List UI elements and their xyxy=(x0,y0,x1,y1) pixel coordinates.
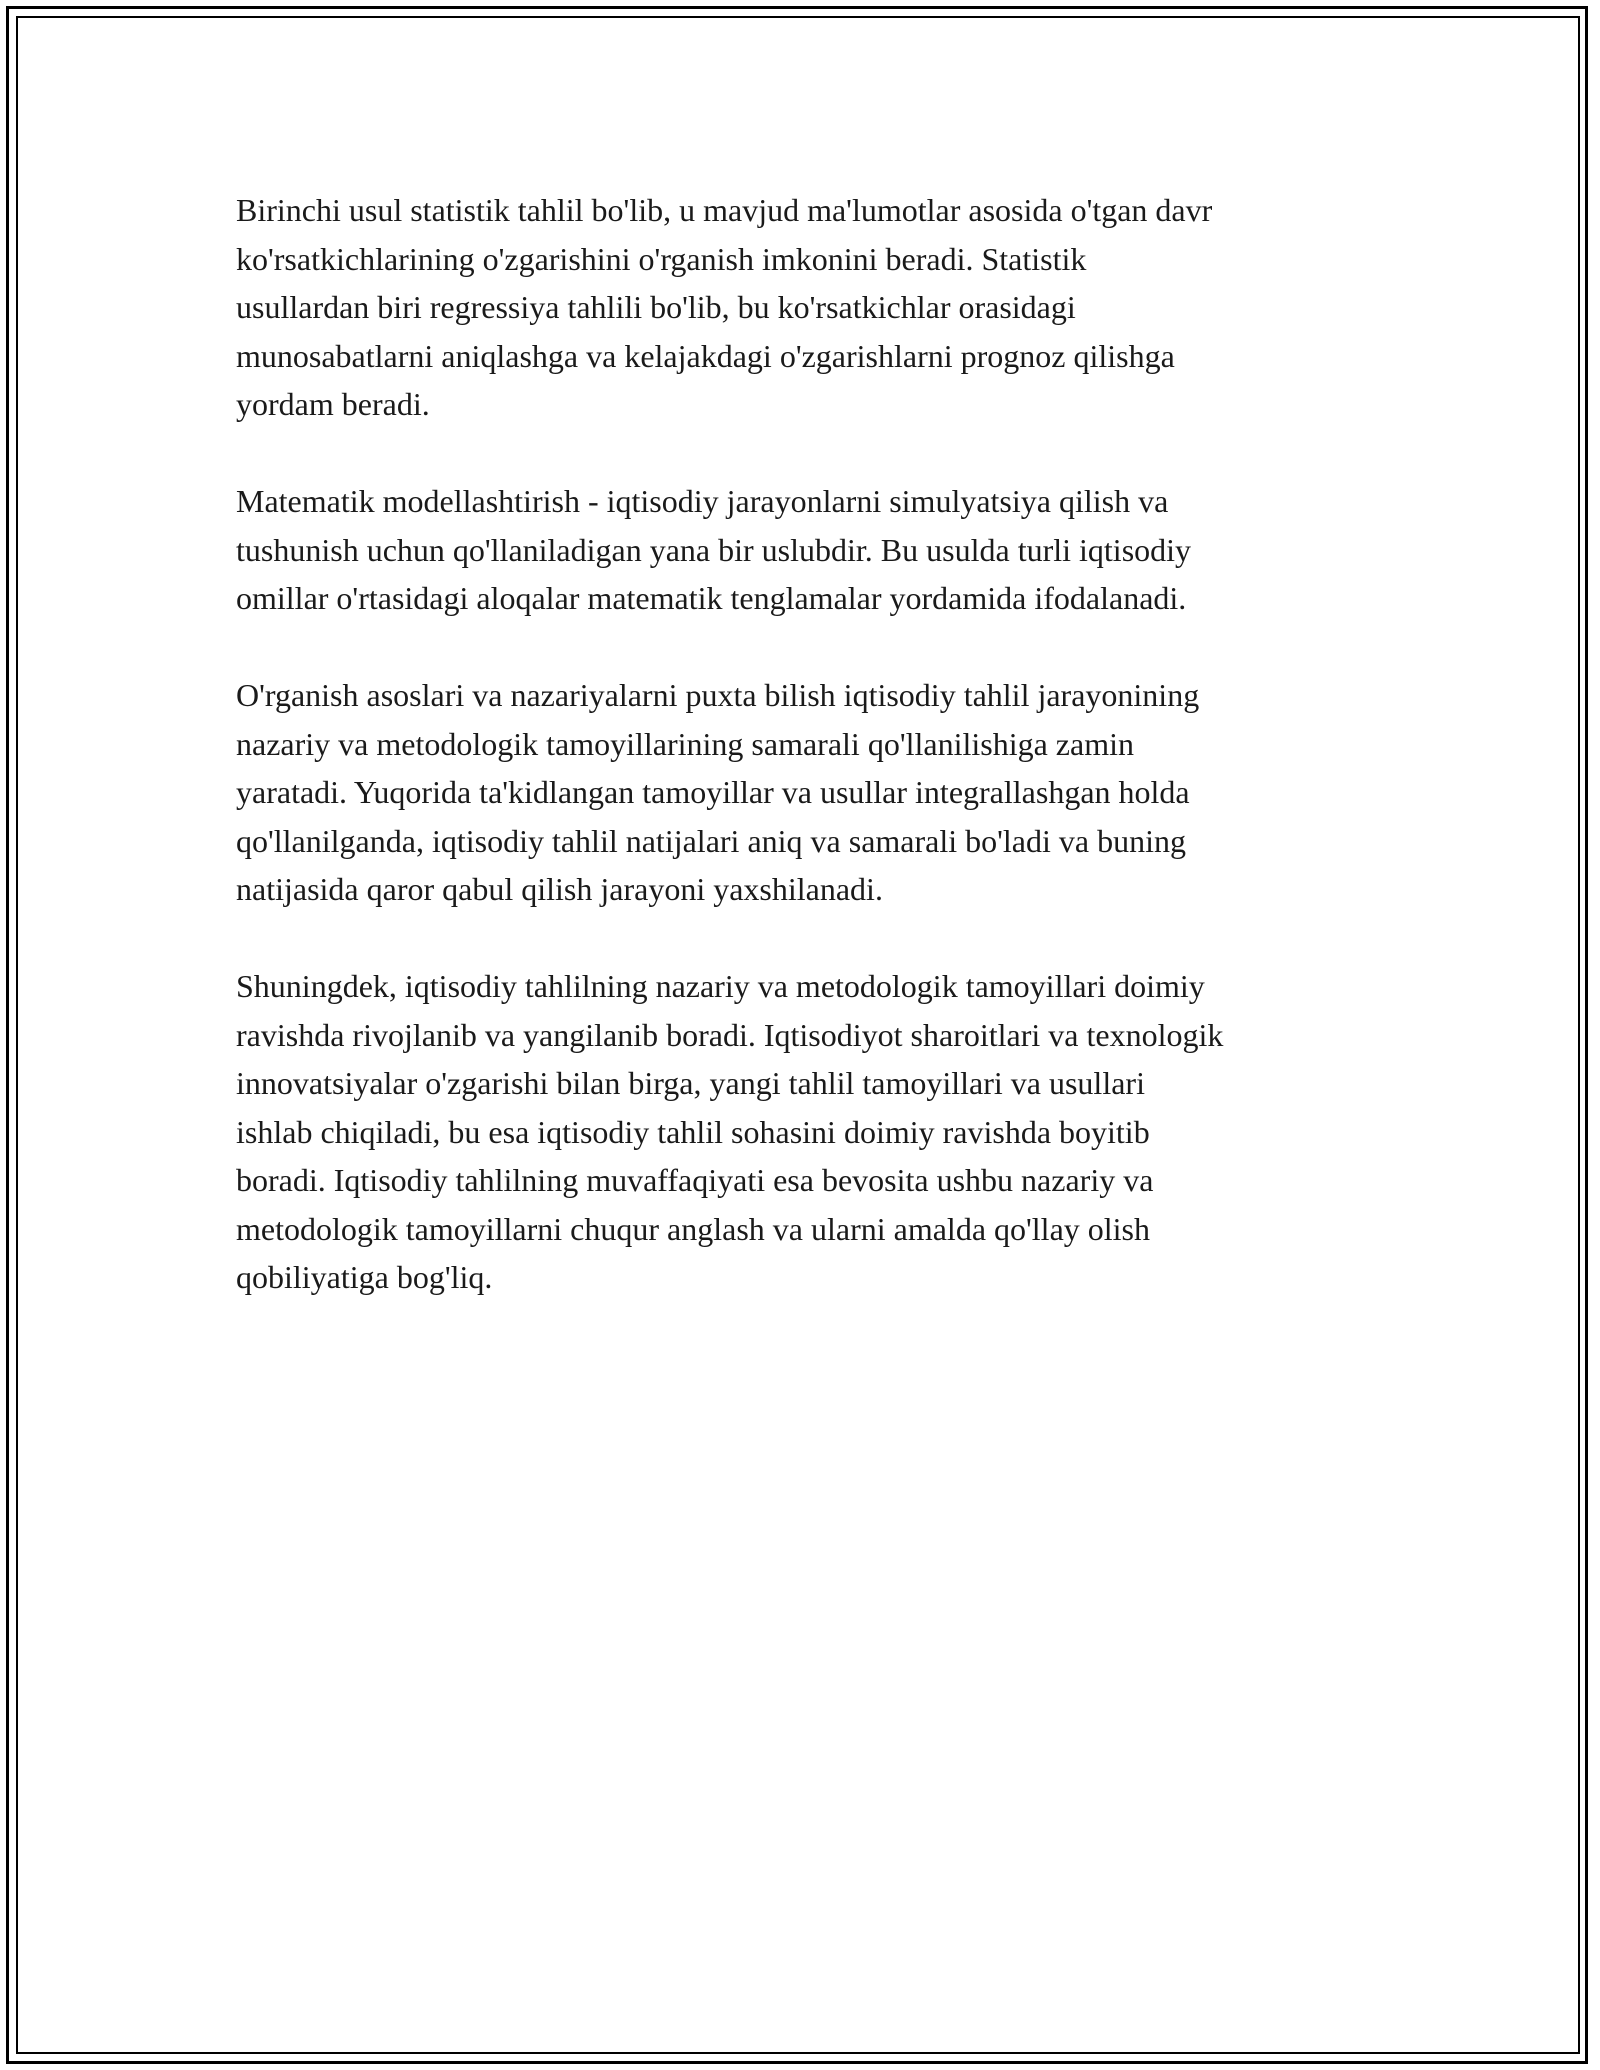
text-line: yordam beradi. xyxy=(236,386,430,422)
text-line: O'rganish asoslari va nazariyalarni puxta bilish iqtisodiy tahlil jarayonining xyxy=(236,677,1200,713)
paragraph-1 xyxy=(236,186,1396,429)
text-line: ishlab chiqiladi, bu esa iqtisodiy tahlil sohasini doimiy ravishda boyitib xyxy=(236,1113,1150,1150)
text-line: omillar o'rtasidagi aloqalar matematik tenglamalar yordamida ifodalanadi. xyxy=(236,580,1187,616)
text-line: nazariy va metodologik tamoyillarining samarali qo'llanilishiga zamin xyxy=(236,725,1134,762)
text-line: metodologik tamoyillarni chuqur anglash va ularni amalda qo'llay olish xyxy=(236,1210,1150,1247)
text-line: Birinchi usul statistik tahlil bo'lib, u mavjud ma'lumotlar asosida o'tgan davr xyxy=(236,192,1213,228)
text-line: natijasida qaror qabul qilish jarayoni yaxshilanadi. xyxy=(236,871,883,907)
text-line: qo'llanilganda, iqtisodiy tahlil natijalari aniq va samarali bo'ladi va buning xyxy=(236,822,1186,859)
paragraph-2 xyxy=(236,477,1396,623)
text-line: yaratadi. Yuqorida ta'kidlangan tamoyillar va usullar integrallashgan holda xyxy=(236,774,1190,810)
text-line: ko'rsatkichlarining o'zgarishini o'rganish imkonini beradi. Statistik xyxy=(236,240,1087,277)
paragraph-4 xyxy=(236,962,1396,1302)
text-line: usullardan biri regressiya tahlili bo'lib, bu ko'rsatkichlar orasidagi xyxy=(236,289,1076,325)
text-line: tushunish uchun qo'llaniladigan yana bir uslubdir. Bu usulda turli iqtisodiy xyxy=(236,531,1192,568)
text-line: munosabatlarni aniqlashga va kelajakdagi o'zgarishlarni prognoz qilishga xyxy=(236,337,1175,374)
text-line: Shuningdek, iqtisodiy tahlilning nazariy va metodologik tamoyillari doimiy xyxy=(236,968,1205,1004)
text-line: Matematik modellashtirish - iqtisodiy jarayonlarni simulyatsiya qilish va xyxy=(236,483,1169,519)
text-line: ravishda rivojlanib va yangilanib boradi. Iqtisodiyot sharoitlari va texnologik xyxy=(236,1016,1224,1053)
text-line: boradi. Iqtisodiy tahlilning muvaffaqiyati esa bevosita ushbu nazariy va xyxy=(236,1162,1154,1198)
text-line: innovatsiyalar o'zgarishi bilan birga, yangi tahlil tamoyillari va usullari xyxy=(236,1065,1145,1101)
paragraph-3 xyxy=(236,671,1396,914)
document-body xyxy=(236,186,1396,1350)
text-line: qobiliyatiga bog'liq. xyxy=(236,1259,493,1295)
